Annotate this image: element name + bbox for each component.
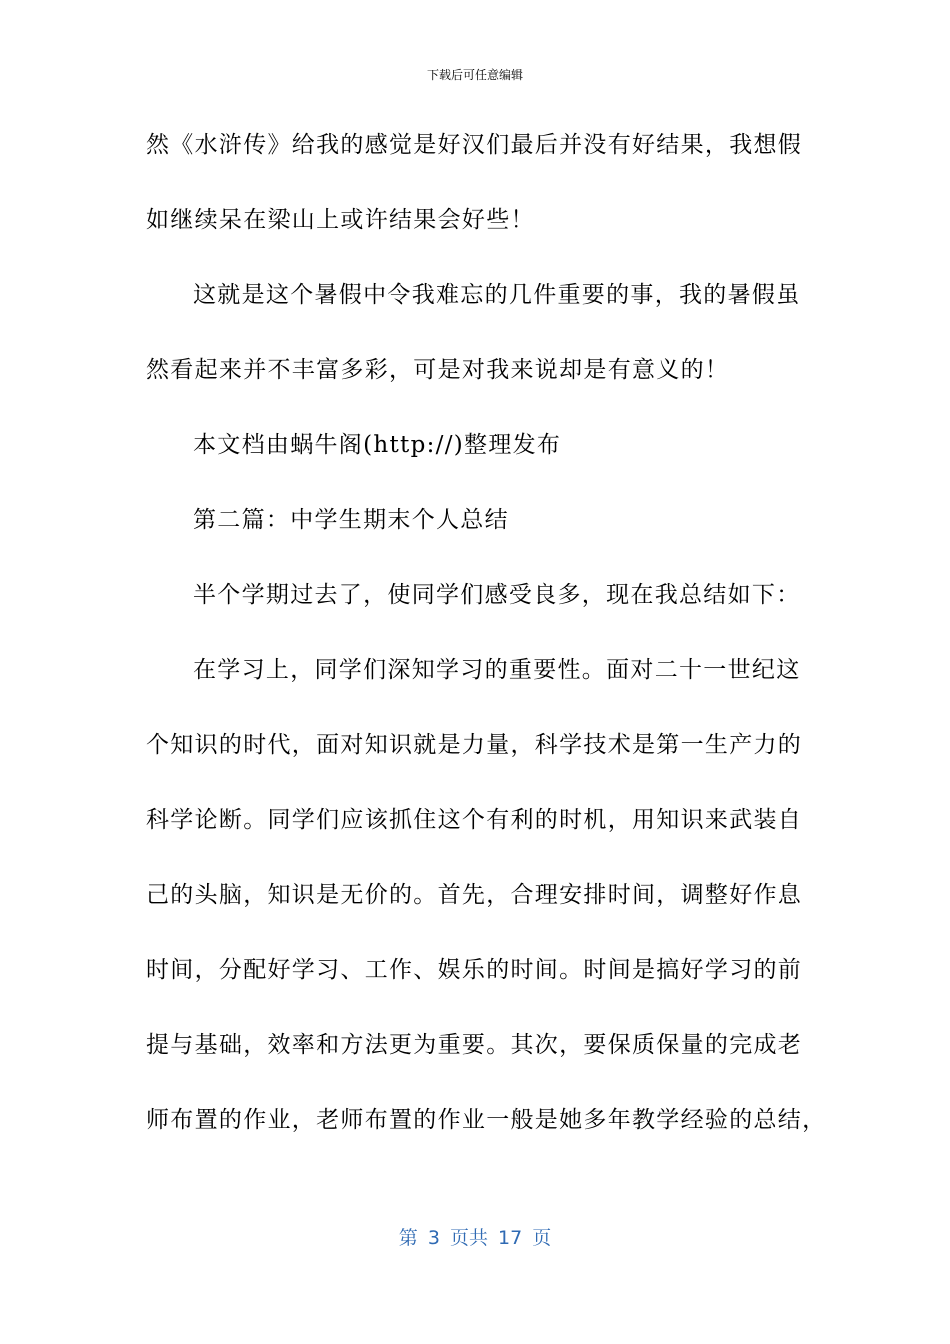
text-line: 己的头脑，知识是无价的。首先，合理安排时间，调整好作息 (146, 882, 803, 908)
page-header: 下载后可任意编辑 (426, 68, 523, 82)
text-line: 半个学期过去了，使同学们感受良多，现在我总结如下： (193, 582, 801, 608)
page-number-footer: 第 3 页共 17 页 (398, 1227, 552, 1249)
text-line: 科学论断。同学们应该抓住这个有利的时机，用知识来武装自 (146, 807, 803, 833)
text-line: 如继续呆在梁山上或许结果会好些！ (146, 207, 535, 233)
section-heading: 第二篇：中学生期末个人总结 (193, 507, 509, 533)
document-body (146, 127, 827, 1177)
text-line: 师布置的作业，老师布置的作业一般是她多年教学经验的总结， (146, 1107, 827, 1133)
text-line: 然看起来并不丰富多彩，可是对我来说却是有意义的！ (146, 357, 730, 383)
text-line: 这就是这个暑假中令我难忘的几件重要的事，我的暑假虽 (193, 282, 801, 308)
text-line: 在学习上，同学们深知学习的重要性。面对二十一世纪这 (193, 657, 801, 683)
text-line: 提与基础，效率和方法更为重要。其次，要保质保量的完成老 (146, 1032, 803, 1058)
text-line: 然《水浒传》给我的感觉是好汉们最后并没有好结果，我想假 (146, 132, 803, 158)
text-line: 时间，分配好学习、工作、娱乐的时间。时间是搞好学习的前 (146, 957, 803, 983)
source-note: 本文档由蜗牛阁(http://)整理发布 (193, 432, 562, 458)
text-line: 个知识的时代，面对知识就是力量，科学技术是第一生产力的 (146, 732, 803, 758)
